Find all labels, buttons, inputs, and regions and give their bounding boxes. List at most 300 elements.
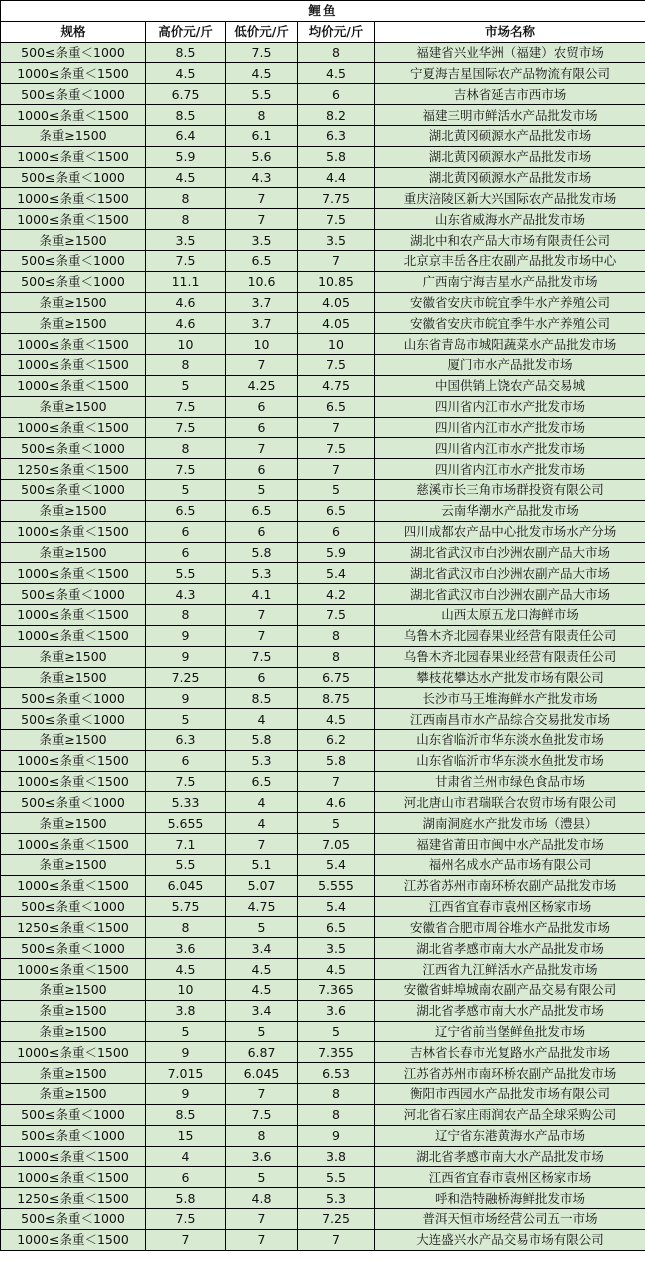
cell-market-name: 云南华潮水产品批发市场 [375, 500, 645, 521]
cell-market-name: 山东省临沂市华东淡水鱼批发市场 [375, 729, 645, 750]
table-row [1, 42, 645, 63]
cell-high-price: 7.5 [146, 250, 226, 271]
cell-avg-price: 7 [298, 250, 375, 271]
table-row [1, 729, 645, 750]
table-row [1, 292, 645, 313]
table-row [1, 230, 645, 251]
table-row [1, 334, 645, 355]
cell-market-name: 乌鲁木齐北园春果业经营有限责任公司 [375, 625, 645, 646]
cell-low-price: 5.6 [226, 146, 298, 167]
table-row [1, 355, 645, 376]
cell-market-name: 湖北省孝感市南大水产品批发市场 [375, 1146, 645, 1167]
cell-avg-price: 4.5 [298, 709, 375, 730]
cell-market-name: 大连盛兴水产品交易市场有限公司 [375, 1229, 645, 1250]
cell-high-price: 6 [146, 750, 226, 771]
cell-avg-price: 8 [298, 42, 375, 63]
cell-market-name: 湖北黄冈硕源水产品批发市场 [375, 146, 645, 167]
cell-market-name: 江苏省苏州市南环桥农副产品批发市场 [375, 875, 645, 896]
cell-low-price: 6.5 [226, 500, 298, 521]
cell-spec: 条重≥1500 [1, 1000, 146, 1021]
cell-spec: 500≤条重＜1000 [1, 792, 146, 813]
table-row [1, 459, 645, 480]
cell-low-price: 8.5 [226, 688, 298, 709]
table-row [1, 375, 645, 396]
cell-market-name: 湖北中和农产品大市场有限责任公司 [375, 230, 645, 251]
table-row [1, 792, 645, 813]
cell-spec: 条重≥1500 [1, 230, 146, 251]
cell-spec: 条重≥1500 [1, 1084, 146, 1105]
table-row [1, 563, 645, 584]
cell-market-name: 长沙市马王堆海鲜水产批发市场 [375, 688, 645, 709]
table-row [1, 584, 645, 605]
table-row [1, 500, 645, 521]
cell-low-price: 6 [226, 396, 298, 417]
cell-market-name: 湖北省孝感市南大水产品批发市场 [375, 938, 645, 959]
table-row [1, 125, 645, 146]
cell-spec: 条重≥1500 [1, 313, 146, 334]
cell-low-price: 7 [226, 438, 298, 459]
cell-spec: 1000≤条重＜1500 [1, 355, 146, 376]
cell-avg-price: 5.9 [298, 542, 375, 563]
cell-market-name: 安徽省蚌埠城南农副产品交易有限公司 [375, 979, 645, 1000]
cell-spec: 500≤条重＜1000 [1, 896, 146, 917]
cell-high-price: 5.655 [146, 813, 226, 834]
cell-avg-price: 8 [298, 1084, 375, 1105]
cell-avg-price: 6 [298, 521, 375, 542]
cell-avg-price: 8.2 [298, 105, 375, 126]
cell-avg-price: 5.8 [298, 750, 375, 771]
table-row [1, 854, 645, 875]
cell-avg-price: 7.75 [298, 188, 375, 209]
table-row [1, 979, 645, 1000]
table-row [1, 896, 645, 917]
cell-low-price: 7 [226, 355, 298, 376]
cell-market-name: 江苏省苏州市南环桥农副产品批发市场 [375, 1063, 645, 1084]
cell-market-name: 安徽省安庆市皖宜季牛水产养殖公司 [375, 313, 645, 334]
cell-avg-price: 4.75 [298, 375, 375, 396]
cell-market-name: 福建省莆田市闽中水产品批发市场 [375, 834, 645, 855]
cell-high-price: 8 [146, 917, 226, 938]
cell-avg-price: 7 [298, 417, 375, 438]
cell-spec: 500≤条重＜1000 [1, 1125, 146, 1146]
cell-market-name: 吉林省长春市光复路水产品批发市场 [375, 1042, 645, 1063]
cell-high-price: 5.8 [146, 1188, 226, 1209]
cell-spec: 500≤条重＜1000 [1, 250, 146, 271]
cell-low-price: 4.25 [226, 375, 298, 396]
cell-market-name: 山东省威海水产品批发市场 [375, 209, 645, 230]
table-row [1, 63, 645, 84]
cell-high-price: 4.5 [146, 63, 226, 84]
cell-high-price: 7.5 [146, 417, 226, 438]
cell-market-name: 江西省宜春市袁州区杨家市场 [375, 1167, 645, 1188]
cell-high-price: 8.5 [146, 42, 226, 63]
table-row [1, 480, 645, 501]
cell-avg-price: 5.5 [298, 1167, 375, 1188]
cell-low-price: 4.5 [226, 63, 298, 84]
cell-low-price: 4 [226, 709, 298, 730]
cell-low-price: 6.87 [226, 1042, 298, 1063]
cell-spec: 条重≥1500 [1, 292, 146, 313]
cell-high-price: 7.015 [146, 1063, 226, 1084]
cell-low-price: 3.4 [226, 938, 298, 959]
cell-spec: 1000≤条重＜1500 [1, 875, 146, 896]
table-row [1, 84, 645, 105]
cell-market-name: 吉林省延吉市西市场 [375, 84, 645, 105]
cell-market-name: 四川省内江市水产批发市场 [375, 396, 645, 417]
cell-spec: 1000≤条重＜1500 [1, 63, 146, 84]
cell-spec: 500≤条重＜1000 [1, 480, 146, 501]
cell-spec: 条重≥1500 [1, 396, 146, 417]
header-high-price: 高价元/斤 [146, 21, 226, 42]
table-row [1, 521, 645, 542]
cell-low-price: 3.7 [226, 292, 298, 313]
cell-avg-price: 3.8 [298, 1146, 375, 1167]
cell-market-name: 慈溪市长三角市场群投资有限公司 [375, 480, 645, 501]
cell-avg-price: 5 [298, 480, 375, 501]
table-row [1, 1063, 645, 1084]
cell-avg-price: 6.2 [298, 729, 375, 750]
cell-avg-price: 7.05 [298, 834, 375, 855]
cell-spec: 条重≥1500 [1, 979, 146, 1000]
cell-high-price: 5.5 [146, 854, 226, 875]
cell-avg-price: 6.5 [298, 917, 375, 938]
cell-spec: 500≤条重＜1000 [1, 84, 146, 105]
cell-spec: 1250≤条重＜1500 [1, 917, 146, 938]
table-row [1, 938, 645, 959]
cell-avg-price: 7.5 [298, 605, 375, 626]
cell-high-price: 9 [146, 625, 226, 646]
cell-low-price: 5 [226, 917, 298, 938]
cell-avg-price: 5.4 [298, 563, 375, 584]
table-row [1, 146, 645, 167]
cell-high-price: 3.5 [146, 230, 226, 251]
cell-low-price: 4 [226, 813, 298, 834]
cell-spec: 条重≥1500 [1, 667, 146, 688]
cell-low-price: 5.1 [226, 854, 298, 875]
cell-market-name: 北京京丰岳各庄农副产品批发市场中心 [375, 250, 645, 271]
cell-market-name: 福建省兴业华洲（福建）农贸市场 [375, 42, 645, 63]
table-row [1, 917, 645, 938]
cell-spec: 500≤条重＜1000 [1, 688, 146, 709]
cell-spec: 500≤条重＜1000 [1, 938, 146, 959]
cell-spec: 1000≤条重＜1500 [1, 417, 146, 438]
cell-high-price: 7.25 [146, 667, 226, 688]
cell-high-price: 7.5 [146, 771, 226, 792]
cell-spec: 500≤条重＜1000 [1, 438, 146, 459]
cell-market-name: 湖北省武汉市白沙洲农副产品大市场 [375, 542, 645, 563]
table-row [1, 250, 645, 271]
cell-market-name: 衡阳市西园水产品批发市场有限公司 [375, 1084, 645, 1105]
table-row [1, 1188, 645, 1209]
cell-market-name: 甘肃省兰州市绿色食品市场 [375, 771, 645, 792]
cell-market-name: 乌鲁木齐北园春果业经营有限责任公司 [375, 646, 645, 667]
cell-high-price: 10 [146, 334, 226, 355]
cell-high-price: 4 [146, 1146, 226, 1167]
cell-market-name: 普洱天恒市场经营公司五一市场 [375, 1209, 645, 1230]
cell-high-price: 8 [146, 188, 226, 209]
cell-high-price: 5 [146, 375, 226, 396]
cell-high-price: 9 [146, 1042, 226, 1063]
cell-high-price: 5.5 [146, 563, 226, 584]
cell-spec: 1000≤条重＜1500 [1, 521, 146, 542]
cell-avg-price: 5.555 [298, 875, 375, 896]
header-spec: 规格 [1, 21, 146, 42]
cell-low-price: 6 [226, 521, 298, 542]
cell-high-price: 3.6 [146, 938, 226, 959]
cell-spec: 1000≤条重＜1500 [1, 1146, 146, 1167]
table-row [1, 1021, 645, 1042]
cell-high-price: 6.4 [146, 125, 226, 146]
table-row [1, 771, 645, 792]
table-row [1, 709, 645, 730]
cell-market-name: 四川省内江市水产批发市场 [375, 459, 645, 480]
cell-high-price: 8 [146, 209, 226, 230]
cell-spec: 500≤条重＜1000 [1, 271, 146, 292]
cell-low-price: 4.1 [226, 584, 298, 605]
cell-low-price: 4 [226, 792, 298, 813]
table-row [1, 542, 645, 563]
cell-high-price: 3.8 [146, 1000, 226, 1021]
cell-low-price: 5 [226, 1167, 298, 1188]
cell-low-price: 5 [226, 480, 298, 501]
cell-high-price: 4.5 [146, 959, 226, 980]
table-row [1, 1084, 645, 1105]
cell-market-name: 江西省宜春市袁州区杨家市场 [375, 896, 645, 917]
cell-low-price: 7.5 [226, 1104, 298, 1125]
cell-avg-price: 6.3 [298, 125, 375, 146]
cell-low-price: 10.6 [226, 271, 298, 292]
cell-avg-price: 7.5 [298, 355, 375, 376]
cell-high-price: 6.75 [146, 84, 226, 105]
cell-high-price: 7.1 [146, 834, 226, 855]
cell-market-name: 江西省九江鲜活水产品批发市场 [375, 959, 645, 980]
cell-avg-price: 6 [298, 84, 375, 105]
cell-high-price: 6.5 [146, 500, 226, 521]
cell-high-price: 8 [146, 605, 226, 626]
cell-avg-price: 7 [298, 1229, 375, 1250]
cell-high-price: 6 [146, 542, 226, 563]
table-row [1, 209, 645, 230]
table-row [1, 875, 645, 896]
cell-avg-price: 4.2 [298, 584, 375, 605]
cell-avg-price: 5.4 [298, 854, 375, 875]
cell-market-name: 辽宁省前当堡鲜鱼批发市场 [375, 1021, 645, 1042]
cell-avg-price: 5 [298, 813, 375, 834]
cell-avg-price: 8 [298, 625, 375, 646]
table-row [1, 1042, 645, 1063]
table-row [1, 417, 645, 438]
cell-avg-price: 7.365 [298, 979, 375, 1000]
cell-low-price: 6 [226, 459, 298, 480]
table-row [1, 167, 645, 188]
cell-high-price: 4.6 [146, 313, 226, 334]
cell-market-name: 山西太原五龙口海鲜市场 [375, 605, 645, 626]
cell-high-price: 6.3 [146, 729, 226, 750]
cell-market-name: 湖北黄冈硕源水产品批发市场 [375, 167, 645, 188]
cell-market-name: 河北省石家庄雨润农产品全球采购公司 [375, 1104, 645, 1125]
cell-high-price: 8 [146, 355, 226, 376]
cell-high-price: 4.6 [146, 292, 226, 313]
cell-market-name: 重庆涪陵区新大兴国际农产品批发市场 [375, 188, 645, 209]
cell-low-price: 3.4 [226, 1000, 298, 1021]
cell-avg-price: 4.5 [298, 63, 375, 84]
cell-spec: 1000≤条重＜1500 [1, 605, 146, 626]
cell-spec: 1000≤条重＜1500 [1, 1167, 146, 1188]
table-row [1, 1167, 645, 1188]
cell-high-price: 11.1 [146, 271, 226, 292]
cell-market-name: 四川成都农产品中心批发市场水产分场 [375, 521, 645, 542]
cell-avg-price: 5.3 [298, 1188, 375, 1209]
cell-spec: 1000≤条重＜1500 [1, 625, 146, 646]
cell-market-name: 安徽省安庆市皖宜季牛水产养殖公司 [375, 292, 645, 313]
table-row [1, 750, 645, 771]
cell-low-price: 4.8 [226, 1188, 298, 1209]
table-body [1, 42, 645, 1250]
cell-avg-price: 6.5 [298, 500, 375, 521]
cell-market-name: 湖北黄冈硕源水产品批发市场 [375, 125, 645, 146]
cell-low-price: 5.5 [226, 84, 298, 105]
cell-avg-price: 7.25 [298, 1209, 375, 1230]
cell-avg-price: 4.4 [298, 167, 375, 188]
header-low-price: 低价元/斤 [226, 21, 298, 42]
cell-low-price: 4.3 [226, 167, 298, 188]
cell-market-name: 河北唐山市君瑞联合农贸市场有限公司 [375, 792, 645, 813]
cell-low-price: 6.5 [226, 771, 298, 792]
cell-high-price: 5.33 [146, 792, 226, 813]
cell-avg-price: 8 [298, 646, 375, 667]
cell-low-price: 10 [226, 334, 298, 355]
table-row [1, 105, 645, 126]
cell-low-price: 6.1 [226, 125, 298, 146]
table-row [1, 396, 645, 417]
cell-low-price: 5.8 [226, 542, 298, 563]
cell-avg-price: 7.5 [298, 438, 375, 459]
cell-low-price: 4.75 [226, 896, 298, 917]
cell-high-price: 10 [146, 979, 226, 1000]
table-row [1, 646, 645, 667]
cell-avg-price: 7.355 [298, 1042, 375, 1063]
cell-avg-price: 3.6 [298, 1000, 375, 1021]
title-row [1, 1, 645, 22]
cell-spec: 500≤条重＜1000 [1, 584, 146, 605]
cell-spec: 500≤条重＜1000 [1, 167, 146, 188]
cell-avg-price: 4.6 [298, 792, 375, 813]
table-row [1, 605, 645, 626]
cell-low-price: 5.3 [226, 563, 298, 584]
cell-high-price: 15 [146, 1125, 226, 1146]
cell-low-price: 6 [226, 417, 298, 438]
cell-high-price: 5.75 [146, 896, 226, 917]
cell-avg-price: 7 [298, 459, 375, 480]
cell-avg-price: 9 [298, 1125, 375, 1146]
cell-spec: 1000≤条重＜1500 [1, 1229, 146, 1250]
cell-low-price: 5.3 [226, 750, 298, 771]
table-row [1, 1104, 645, 1125]
table-row [1, 1209, 645, 1230]
cell-market-name: 宁夏海吉星国际农产品物流有限公司 [375, 63, 645, 84]
cell-low-price: 7 [226, 1229, 298, 1250]
cell-spec: 1250≤条重＜1500 [1, 459, 146, 480]
cell-high-price: 9 [146, 688, 226, 709]
cell-market-name: 厦门市水产品批发市场 [375, 355, 645, 376]
cell-low-price: 4.5 [226, 979, 298, 1000]
cell-avg-price: 4.05 [298, 313, 375, 334]
cell-spec: 1000≤条重＜1500 [1, 188, 146, 209]
cell-low-price: 8 [226, 105, 298, 126]
header-market-name: 市场名称 [375, 21, 645, 42]
cell-market-name: 福建三明市鲜活水产品批发市场 [375, 105, 645, 126]
cell-spec: 条重≥1500 [1, 646, 146, 667]
cell-spec: 条重≥1500 [1, 125, 146, 146]
cell-spec: 1000≤条重＜1500 [1, 959, 146, 980]
cell-market-name: 湖北省孝感市南大水产品批发市场 [375, 1000, 645, 1021]
cell-avg-price: 10 [298, 334, 375, 355]
table-row [1, 688, 645, 709]
cell-avg-price: 5 [298, 1021, 375, 1042]
cell-high-price: 7.5 [146, 396, 226, 417]
table-row [1, 1229, 645, 1250]
cell-spec: 500≤条重＜1000 [1, 42, 146, 63]
cell-high-price: 7 [146, 1229, 226, 1250]
cell-market-name: 四川省内江市水产批发市场 [375, 438, 645, 459]
cell-high-price: 4.3 [146, 584, 226, 605]
cell-spec: 1000≤条重＜1500 [1, 146, 146, 167]
table-row [1, 959, 645, 980]
table-row [1, 271, 645, 292]
cell-low-price: 7 [226, 605, 298, 626]
cell-high-price: 8.5 [146, 105, 226, 126]
cell-high-price: 4.5 [146, 167, 226, 188]
cell-low-price: 7 [226, 625, 298, 646]
cell-high-price: 5 [146, 709, 226, 730]
table-row [1, 438, 645, 459]
cell-high-price: 8.5 [146, 1104, 226, 1125]
header-row [1, 21, 645, 42]
cell-market-name: 安徽省合肥市周谷堆水产品批发市场 [375, 917, 645, 938]
cell-spec: 条重≥1500 [1, 813, 146, 834]
cell-high-price: 5.9 [146, 146, 226, 167]
table-row [1, 625, 645, 646]
cell-market-name: 山东省青岛市城阳蔬菜水产品批发市场 [375, 334, 645, 355]
cell-market-name: 湖北省武汉市白沙洲农副产品大市场 [375, 584, 645, 605]
cell-low-price: 7 [226, 209, 298, 230]
cell-market-name: 山东省临沂市华东淡水鱼批发市场 [375, 750, 645, 771]
cell-spec: 条重≥1500 [1, 1063, 146, 1084]
cell-spec: 条重≥1500 [1, 542, 146, 563]
cell-avg-price: 6.53 [298, 1063, 375, 1084]
cell-market-name: 辽宁省东港黄海水产品市场 [375, 1125, 645, 1146]
cell-spec: 条重≥1500 [1, 854, 146, 875]
cell-avg-price: 4.05 [298, 292, 375, 313]
table-row [1, 667, 645, 688]
cell-low-price: 8 [226, 1125, 298, 1146]
cell-low-price: 5.07 [226, 875, 298, 896]
cell-market-name: 中国供销上饶农产品交易城 [375, 375, 645, 396]
cell-market-name: 广西南宁海吉星水产品批发市场 [375, 271, 645, 292]
cell-low-price: 5 [226, 1021, 298, 1042]
cell-spec: 500≤条重＜1000 [1, 1209, 146, 1230]
cell-spec: 1000≤条重＜1500 [1, 1042, 146, 1063]
cell-high-price: 7.5 [146, 459, 226, 480]
cell-market-name: 江西南昌市水产品综合交易批发市场 [375, 709, 645, 730]
cell-low-price: 7 [226, 188, 298, 209]
cell-avg-price: 4.5 [298, 959, 375, 980]
cell-spec: 1000≤条重＜1500 [1, 834, 146, 855]
cell-low-price: 7 [226, 1084, 298, 1105]
cell-high-price: 6 [146, 1167, 226, 1188]
cell-low-price: 7.5 [226, 42, 298, 63]
table-row [1, 313, 645, 334]
